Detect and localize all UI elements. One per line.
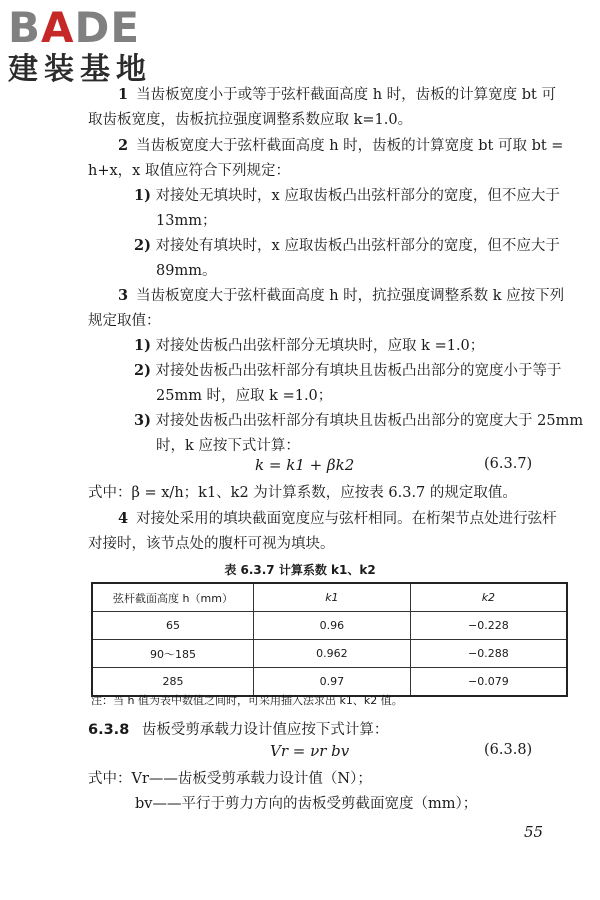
table-cell: −0.288 — [410, 640, 567, 668]
item-label: 2) — [134, 362, 151, 379]
table-cell: −0.079 — [410, 668, 567, 697]
item-text: 对接处齿板凸出弦杆部分有填块且齿板凸出部分的宽度大于 25mm 时，k 应按下式计算： — [155, 413, 584, 454]
table-cell: 0.96 — [254, 612, 411, 640]
item-text: 对接处无填块时，x 应取齿板凸出弦杆部分的宽度，但不应大于 13mm； — [155, 188, 560, 229]
clause-3 — [88, 283, 568, 334]
logo-wordmark: BADE — [8, 3, 141, 52]
section-text: 齿板受剪承载力设计值应按下式计算： — [141, 722, 389, 738]
table-cell: 0.962 — [254, 640, 411, 668]
item-text: 对接处齿板凸出弦杆部分有填块且齿板凸出部分的宽度小于等于 25mm 时，应取 k =1.0； — [155, 363, 562, 404]
table-header-row — [92, 583, 567, 612]
item-label: 3) — [134, 412, 151, 429]
clause-text: 对接处采用的填块截面宽度应与弦杆相同。在桁架节点处进行弦杆对接时，该节点处的腹杆可视为填块。 — [88, 511, 557, 552]
equation-number: (6.3.7) — [484, 456, 533, 472]
formula-where-line-1 — [88, 767, 568, 792]
table-cell: 0.97 — [254, 668, 411, 697]
clause-text: 当齿板宽度大于弦杆截面高度 h 时，抗拉强度调整系数 k 应按下列规定取值： — [88, 288, 565, 329]
item-label: 1) — [134, 187, 151, 204]
clause-number: 3 — [118, 287, 129, 304]
clause-3-item-2 — [134, 358, 590, 409]
clause-2-item-1 — [134, 183, 590, 234]
logo-subtitle: 建装基地 — [8, 52, 152, 87]
clause-number: 4 — [118, 510, 129, 527]
table-cell: 90～185 — [92, 640, 254, 668]
section-number: 6.3.8 — [88, 722, 130, 738]
section-6-3-8 — [88, 718, 568, 743]
clause-text: 当齿板宽度小于或等于弦杆截面高度 h 时，齿板的计算宽度 bt 可取齿板宽度，齿板抗拉强度调整系数应取 k=1.0。 — [88, 87, 556, 128]
equation-number: (6.3.8) — [484, 742, 533, 758]
formula-where-line-2: bv——平行于剪力方向的齿板受剪截面宽度（mm）； — [135, 796, 478, 812]
formula-6-3-8: Vr = νr bv — [270, 742, 350, 760]
table-note: 注：当 h 值为表中数值之间时，可采用插入法求出 k1、k2 值。 — [91, 694, 403, 707]
clause-2-item-2 — [134, 233, 590, 284]
page-number: 55 — [524, 823, 544, 841]
table-cell: 285 — [92, 668, 254, 697]
table-header: 弦杆截面高度 h（mm） — [92, 583, 254, 612]
table-header: k1 — [254, 583, 411, 612]
item-label: 2) — [134, 237, 151, 254]
item-text: 对接处有填块时，x 应取齿板凸出弦杆部分的宽度，但不应大于 89mm。 — [155, 238, 560, 279]
table-header: k2 — [410, 583, 567, 612]
coefficient-table — [91, 582, 568, 697]
clause-4 — [88, 506, 568, 557]
table-title: 表 6.3.7 计算系数 k1、k2 — [224, 563, 376, 577]
table-row — [92, 612, 567, 640]
table-row — [92, 640, 567, 668]
item-label: 1) — [134, 337, 151, 354]
formula-where-text: 式中：β = x/h；k1、k2 为计算系数，应按表 6.3.7 的规定取值。 — [88, 485, 517, 501]
clause-text: 当齿板宽度大于弦杆截面高度 h 时，齿板的计算宽度 bt 可取 bt = h+x，x 取值应符合下列规定： — [88, 138, 564, 179]
item-text: 对接处齿板凸出弦杆部分无填块时，应取 k =1.0； — [155, 338, 485, 354]
table-cell: 65 — [92, 612, 254, 640]
clause-number: 2 — [118, 137, 129, 154]
where-intro: 式中： — [88, 771, 132, 787]
clause-1 — [88, 82, 568, 133]
where-definition: Vr——齿板受剪承载力设计值（N）； — [131, 771, 372, 787]
clause-number: 1 — [118, 86, 129, 103]
table-cell: −0.228 — [410, 612, 567, 640]
clause-3-item-1 — [134, 333, 590, 359]
clause-2 — [88, 133, 568, 184]
formula-6-3-7: k = k1 + βk2 — [255, 456, 355, 474]
clause-3-item-3 — [134, 408, 590, 459]
